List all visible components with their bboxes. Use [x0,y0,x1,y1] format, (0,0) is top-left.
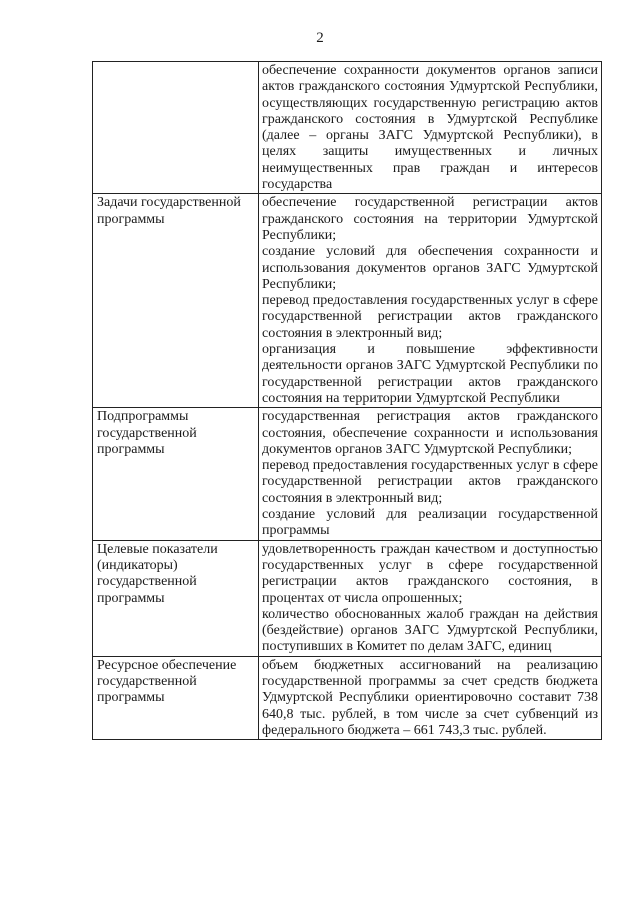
row-paragraph: обеспечение государственной регистрации актов гражданского состояния на территории Удмуртской Республики; [262,195,598,243]
row-paragraph: государственная регистрация актов гражданского состояния, обеспечение сохранности и использования документов органов ЗАГС Удмуртской Республики; [262,409,598,457]
table-row [93,62,602,194]
row-label: Задачи государственной программы [93,194,259,408]
row-label: Целевые показатели (индикаторы) государственной программы [93,540,259,656]
row-label [93,62,259,194]
row-paragraph: количество обоснованных жалоб граждан на действия (бездействие) органов ЗАГС Удмуртской Республики, поступивших в Комитет по делам ЗАГС, единиц [262,606,598,655]
row-content [259,62,602,194]
row-paragraph: обеспечение сохранности документов органов записи актов гражданского состояния Удмуртской Республики, осуществляющих государственную регистрацию актов гражданского состояния в Удмуртской Республике (далее – органы ЗАГС Удмуртской Республики), в целях защиты имущественных и личных неимущественных прав граждан и интересов государства [262,63,598,193]
row-paragraph: создание условий для реализации государственной программы [262,507,598,539]
row-content [259,656,602,739]
row-label: Подпрограммы государственной программы [93,408,259,540]
table-row [93,656,602,739]
row-paragraph: перевод предоставления государственных услуг в сфере государственной регистрации актов гражданского состояния в электронный вид; [262,293,598,341]
table-row [93,540,602,656]
row-paragraph: объем бюджетных ассигнований на реализацию государственной программы за счет средств бюджета Удмуртской Республики ориентировочно составит 738 640,8 тыс. рублей, в том числе за счет субвенций из федерального бюджета – 661 743,3 тыс. рублей. [262,657,598,738]
row-paragraph: организация и повышение эффективности деятельности органов ЗАГС Удмуртской Республики по государственной регистрации актов гражданского состояния на территории Удмуртской Республики [262,342,598,406]
row-paragraph: перевод предоставления государственных услуг в сфере государственной регистрации актов гражданского состояния в электронный вид; [262,458,598,506]
row-content [259,408,602,540]
row-paragraph: удовлетворенность граждан качеством и доступностью государственных услуг в сфере государственной регистрации актов гражданского состояния, в процентах от числа опрошенных; [262,541,598,606]
table-row [93,408,602,540]
row-paragraph: создание условий для обеспечения сохранности и использования документов органов ЗАГС Удмуртской Республики; [262,244,598,292]
page-number: 2 [316,30,324,46]
passport-table [92,61,602,740]
table-row [93,194,602,408]
row-content [259,194,602,408]
row-label: Ресурсное обеспечение государственной программы [93,656,259,739]
row-content [259,540,602,656]
